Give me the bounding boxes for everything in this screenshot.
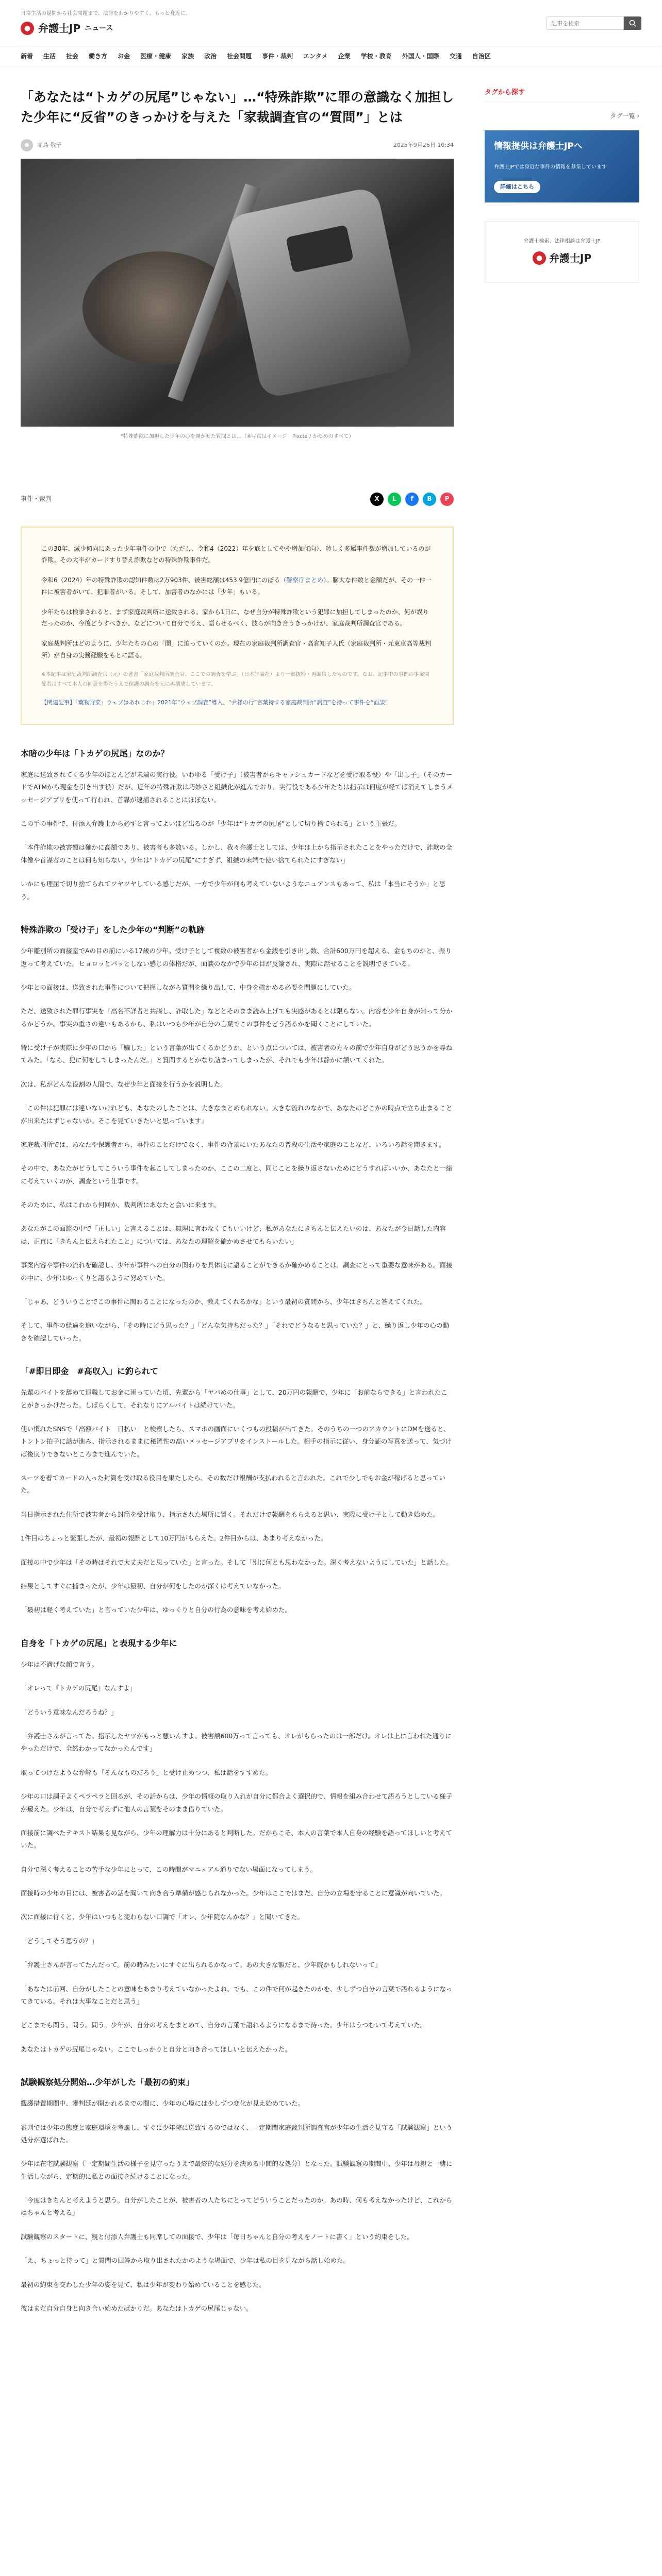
article-paragraph: あなたはトカゲの尻尾じゃない。ここでしっかりと自分と向き合ってほしいと伝えたかった。 (21, 2045, 291, 2053)
nav-item[interactable]: 政治 (204, 53, 217, 60)
nav-item[interactable]: お金 (118, 53, 130, 60)
nav-item[interactable]: 外国人・国際 (402, 53, 439, 60)
meta-row (21, 493, 454, 506)
article-paragraph: あなたがこの面談の中で「正しい」と言えることは、無理に言わなくてもいいけど、私があなたにきちんと伝えたいのは、あなたが今日話した内容は、正直に「きちんと伝えられたこと」については、あなたの理解を確かめさせてもらいたい」 (21, 1225, 446, 1245)
article-main (21, 88, 454, 2326)
article-paragraph: 「本件詐欺の被害額は確かに高額であり、被害者も多数いる。しかし、我々弁護士としては、少年は上から指示されたことをやっただけで、詐欺の全体像や首謀者のことは何も知らない。少年は“トカゲの尻尾”にすぎず、組織の末端で使い捨てられたにすぎない」 (21, 843, 453, 864)
logo-mark-icon: ● (21, 22, 34, 35)
banner-title: 情報提供は弁護士JPへ (494, 141, 583, 151)
article-paragraph: 「どういう意味なんだろうね？」 (21, 1708, 118, 1716)
summary-paragraph: 少年たちは検挙されると、まず家庭裁判所に送致される。家から1日に、なぜ自分が特殊詐欺という犯罪に加担してしまったのか、何が誤りだったのか、今後どうすべきか、などについて自分で考え、語らせるべく、彼らが向き合うきっかけが、家庭裁判所調査官である。 (41, 608, 429, 628)
main-nav (0, 46, 662, 67)
article-paragraph: 審判では少年の態度と家庭環境を考慮し、すぐに少年院に送致するのではなく、一定期間家庭裁判所調査官が少年の生活を見守る「試験観察」という処分が選ばれた。 (21, 2123, 453, 2144)
article-paragraph: 面接時の少年の目には、被害者の話を聞いて向き合う準備が感じられなかった。少年はここではまだ、自分の立場を守ることに意識が向いていた。 (21, 1889, 446, 1897)
pocket-share-icon[interactable]: P (440, 493, 454, 506)
article-paragraph: 少年は在宅試験観察（一定期間生活の様子を見守ったうえで最終的な処分を決める中間的な処分）となった。試験観察の期間中、少年は母親と一緒に生活しながら、定期的に私との面接を続けることになった。 (21, 2160, 453, 2180)
article-paragraph: 「じゃあ、どういうことでこの事件に関わることになったのか、教えてくれるかな」という最初の質問から、少年はきちんと答えてくれた。 (21, 1297, 427, 1306)
article-paragraph: 取ってつけたような弁解も「そんなものだろう」と受け止めつつ、私は話をすすめた。 (21, 1768, 272, 1776)
main-wrap (0, 67, 662, 2326)
nav-item[interactable]: 働き方 (89, 53, 108, 60)
nav-item[interactable]: 自治区 (472, 53, 491, 60)
nav-item[interactable]: 学校・教育 (360, 53, 392, 60)
article-paragraph: そのために、私はこれから何回か、裁判所にあなたと会いに来ます。 (21, 1201, 220, 1209)
article-paragraph: その中で、あなたがどうしてこういう事件を起こしてしまったのか、ここの二度と、同じことを繰り返さないためにどうすればいいか、あなたと一緒に考えていくのが、調査という仕事です。 (21, 1164, 453, 1185)
banner-button: 詳細はこちら (494, 181, 540, 193)
article-paragraph: 「あなたは前回、自分がしたことの意味をあまり考えていなかったよね。でも、この件で何が起きたのかを、少しずつ自分の言葉で語れるようになってきている。それは大事なことだと思う」 (21, 1985, 453, 2005)
section-heading: 特殊詐欺の「受け子」をした少年の“判断”の軌跡 (21, 924, 205, 935)
article-paragraph: 家庭裁判所では、あなたや保護者から、事件のことだけでなく、事件の背景にいたあなたの普段の生活や家庭のことなど、いろいろ話を聞きます。 (21, 1140, 445, 1148)
facebook-share-icon[interactable]: f (405, 493, 419, 506)
nav-item[interactable]: 社会 (66, 53, 79, 60)
hatena-share-icon[interactable]: B (423, 493, 436, 506)
article-paragraph: 自分で深く考えることの苦手な少年にとって、この時間がマニュアル通りでない場面になってしまう。 (21, 1865, 317, 1873)
author[interactable] (21, 139, 62, 151)
article-paragraph: 家庭に送致されてくる少年のほとんどが未端の実行役。いわゆる「受け子」（被害者からキャッシュカードなどを受け取る役）や「出し子」（そのカードでATMから現金を引き出す役）だが、近年の特殊詐欺は巧妙さと組織化が進んでおり、実行役である少年たちは指示は何度が経てば消えてしまうメッセージアプリを使って行われ、首謀が逮捕されることはほぼない。 (21, 770, 453, 804)
tag-list (485, 102, 639, 130)
article-paragraph: 彼はまだ自分自身と向き合い始めたばかりだ。あなたはトカゲの尻尾じゃない。 (21, 2304, 253, 2312)
article-paragraph: いかにも理屈で切り捨てられてツヤツヤしている感じだが、一方で少年が何も考えていないようなニュアンスもあって、私は「本当にそうか」と思う。 (21, 880, 445, 901)
summary-note: ※本記事は家庭裁判所調査官（元）の著書「家庭裁判所調査官、ここでの調査を学ぶ」（日本評論社）より一部抜粋・再編集したものです。なお、記事中の事例の事案関係者はすべて本人の同意を得たうえで保護の調査を元に再構成しています。 (41, 671, 429, 687)
logo-sub: ニュース (85, 24, 113, 32)
article-paragraph: 先輩のバイトを辞めて退職してお金に困っていた頃、先輩から「ヤバめの仕事」として、20万円の報酬で、少年に「お前ならできる」と言われたことがきっかけだった。しばらくして、それなりにアルバイトは続けていた。 (21, 1388, 448, 1409)
nav-item[interactable]: 家族 (181, 53, 194, 60)
summary-box (21, 527, 454, 725)
section-heading: 本暗の少年は「トカゲの尻尾」なのか？ (21, 748, 169, 758)
avatar: ● (21, 139, 33, 151)
author-name: 高島 敬子 (37, 141, 62, 148)
article-paragraph: スーツを着てカードの入った封筒を受け取る役目を果たしたら、その数だけ報酬が支払われると言われた。これで少しでもお金が稼げると思っていた。 (21, 1474, 445, 1495)
article-paragraph: 「弁護士さんが言ってたんだって。前の時みたいにすぐに出られるかなって。あの大きな額だと、少年院かもしれないって」 (21, 1961, 382, 1969)
article-paragraph: この手の事件で、付添人弁護士から必ずと言ってよいほど出るのが「少年は“トカゲの尻尾”として切り捨てられる」という主張だ。 (21, 820, 401, 828)
ad-banner[interactable] (485, 221, 639, 283)
site-logo[interactable] (21, 20, 191, 37)
article-paragraph: 当日指示された住所で被害者から封筒を受け取り、指示された場所に置く。それだけで報酬をもらえると思い、実際に受け子として動き始めた。 (21, 1510, 440, 1518)
summary-paragraph: 令和6（2024）年の特殊詐欺の認知件数は2万903件、被害総額は453.9億円にのぼる（警察庁まとめ）。膨大な件数と金額だが、その一件一件に被害者がいて、犯罪者がいる。そして、加害者のなかには「少年」もいる。 (41, 577, 432, 596)
article-paragraph: 「オレって『トカゲの尻尾』なんすよ」 (21, 1684, 137, 1692)
article-body (21, 745, 454, 2315)
article-title: 「あなたは“トカゲの尻尾”じゃない」…“特殊詐欺”に罪の意識なく加担した少年に“反省”のきっかけを与えた「家裁調査官の“質問”」とは (21, 90, 454, 125)
article-paragraph: 結果としてすぐに捕まったが、少年は最初、自分が何をしたのか深くは考えていなかった。 (21, 1582, 285, 1590)
tag-list-link[interactable]: タグ一覧 › (610, 112, 639, 120)
article-paragraph: 「え、ちょっと待って」と質問の回答から取り出されたかのような場面で、少年は私の目を見ながら話し始めた。 (21, 2257, 350, 2265)
sidebar-title: タグから探す (485, 88, 639, 102)
site-tagline: 日常生活の疑問から社会問題まで、法律をわかりやすく。もっと身近に。 (21, 11, 191, 16)
summary-link[interactable]: （警察庁まとめ） (280, 577, 327, 584)
article-paragraph: 次は、私がどんな役割の人間で、なぜ少年と面接を行うかを説明した。 (21, 1080, 227, 1088)
ad-logo: ● 弁護士JP (533, 250, 591, 266)
article-paragraph: どこまでも問う。問う。問う。少年が、自分の考えをまとめて、自分の言葉で語れるようになるまで待った。少年はうつむいて考えていた。 (21, 2021, 427, 2029)
article-paragraph: 事案内容や事件の流れを確認し、少年が事件への自分の関わりを具体的に語ることができるか確かめることは、調査にとって重要な意味がある。面接の中に、少年はゆっくりと語るように努めていた。 (21, 1261, 453, 1282)
article-paragraph: 少年の口は調子よくペラペラと回るが、その話からは、少年の情報の取り入れが自分に都合よく選択的で、情報を組み合わせて語ろうとしている様子が窺えた。少年は、自分で考えずに他人の言葉をそのまま借りていた。 (21, 1792, 453, 1813)
article-paragraph: 使い慣れたSNSで「高額バイト 日払い」と検索したら、スマホの画面にいくつもの投稿が出てきた。そのうちの一つのアカウントにDMを送ると、トントン拍子に話が進み、指示されるままに秘匿性の高いメッセージアプリをインストールした。相手の指示に従い、身分証の写真を送って、気づけば後戻りできないところまで進んでいた。 (21, 1425, 452, 1458)
related-link[interactable]: 2021年“ウェブ調査”導入、“尹様の行”言葉持する家庭裁判所“調査”を持って事件を“面談” (157, 699, 388, 706)
banner-subtitle: 弁護士JPでは身近な事件の情報を募集しています (494, 164, 607, 170)
nav-item[interactable]: 企業 (338, 53, 351, 60)
search-box (547, 16, 641, 30)
article-paragraph: 少年との面接は、送致された事件について把握しながら質問を繰り出して、中身を確かめる必要を問題にしていた。 (21, 983, 356, 991)
article-paragraph: 1件目はちょっと緊張したが、最初の報酬として10万円がもらえた。2件目からは、あまり考えなかった。 (21, 1534, 327, 1543)
line-share-icon[interactable]: L (388, 493, 401, 506)
nav-item[interactable]: 生活 (43, 53, 56, 60)
section-heading: 「#即日即金 #高収入」に釣られて (21, 1366, 158, 1377)
related-links: 【関連記事】「葉物野菜」ウェブはあれこれ」2021年“ウェブ調査”導入、“尹様の行”言葉持する家庭裁判所“調査”を持って事件を“面談” (41, 699, 388, 706)
article-paragraph: 「弁護士さんが言ってた。指示したヤツがもっと悪いんすよ。被害額600万って言っても、オレがもらったのは一部だけ。オレは上に言われた通りにやっただけで、全然わかってなかったんです」 (21, 1732, 452, 1753)
info-banner[interactable] (485, 130, 639, 202)
nav-item[interactable]: 交通 (449, 53, 462, 60)
share-buttons (370, 493, 454, 506)
sidebar (485, 88, 639, 2326)
summary-paragraph: 家庭裁判所はどのように、少年たちの心の「闇」に迫っていくのか。現在の家庭裁判所調査官・高倉知子人氏（家庭裁判所・元東京高等裁判所）が自身の実務経験をもとに語る。 (41, 640, 432, 659)
article-paragraph: ただ、送致された罪行事実を「高名不詳者と共謀し、詐取した」などとそのまま読み上げても実感があるとは限らない。内容を少年自身が知って分かるかどうか。事実の重さの違いもあるから、私はいつも少年が自分の言葉でこの事件をどう語るかを聞くことにしていた。 (21, 1007, 453, 1028)
logo-mark-icon: ● (533, 251, 546, 265)
byline (21, 139, 454, 151)
article-paragraph: 「今度はきちんと考えようと思う。自分がしたことが、被害者の人たちにとってどういうことだったのか。あの時、何も考えなかったけど、これからはちゃんと考える」 (21, 2196, 453, 2217)
nav-item[interactable]: 事件・裁判 (262, 53, 293, 60)
nav-item[interactable]: 新着 (21, 53, 34, 60)
search-icon (629, 20, 636, 27)
article-paragraph: 最初の約束を交わした少年の姿を見て、私は少年が変わり始めていることを感じた。 (21, 2280, 266, 2289)
nav-item[interactable]: エンタメ (303, 53, 328, 60)
article-paragraph: 「この件は犯罪には違いないけれども、あなたのしたことは、大きなまとめられない。大きな流れのなかで、あなたはどこかの時点で立ち止まることが出来たはずじゃないか。そこを見ていきたいと思っています」 (21, 1104, 453, 1125)
article-paragraph: そして、事件の経過を追いながら、「その時にどう思った？」「どんな気持ちだった？」「それでどうなると思っていた？」と、繰り返し少年の心の動きを確認していった。 (21, 1321, 450, 1342)
article-paragraph: 面接前に調べたテキスト結果も見ながら、少年の理解力は十分にあると判断した。だからこそ、本人の言葉で本人自身の経験を語ってほしいと考えていた。 (21, 1828, 453, 1850)
article-paragraph: 面接の中で少年は「その時はそれで大丈夫だと思っていた」と言った。そして「別に何とも思わなかった。深く考えないようにしていた」と話した。 (21, 1558, 453, 1566)
logo-text: 弁護士JP (38, 22, 81, 35)
article-paragraph: 少年鑑別所の面接室でAの目の前にいる17歳の少年。受け子として複数の被害者から金銭を引き出し数、合計600万円を超える、金もちのかと、振り返って考えていた。ヒョロッとパッとしない感じの体格だが、面談のなかで少年の目が反論され、実際に話せることを説明できている。 (21, 947, 452, 968)
image-caption: “特殊詐欺に加担した少年の心を開かせた質問とは…（※写真はイメージ Pixcta / かなめのすべて） (120, 433, 354, 439)
search-button[interactable] (624, 16, 641, 30)
article-paragraph: 試験観察のスタートに、親と付添人弁護士も同席しての面接で、少年は「毎日ちゃんと自分の考えをノートに書く」という約束をした。 (21, 2232, 413, 2241)
publish-date: 2025年9月26日 10:34 (393, 141, 454, 148)
article-paragraph: 「どうしてそう思うの？」 (21, 1937, 98, 1945)
article-paragraph: 少年は不満げな顔で言う。 (21, 1660, 98, 1668)
hero-image (21, 159, 454, 427)
nav-item[interactable]: 医療・健康 (140, 53, 172, 60)
section-heading: 自身を「トカゲの尻尾」と表現する少年に (21, 1638, 177, 1648)
search-input[interactable] (547, 16, 624, 30)
x-share-icon[interactable]: X (370, 493, 384, 506)
summary-paragraph: この30年、減少傾向にあった少年事件の中で（ただし、令和4（2022）年を底としてやや増加傾向）、珍しく多属事件数が増加しているのが詐欺。その大半がカードすり替え詐欺などの特殊詐欺事件だ。 (41, 545, 431, 564)
article-paragraph: 次に面接に行くと、少年はいつもと変わらない口調で「オレ、少年院なんかな？」と聞いてきた。 (21, 1913, 304, 1921)
site-header (0, 0, 662, 46)
article-paragraph: 特に受け子が実際に少年の口から「騙した」という言葉が出てくるかどうか、という点については、被害者の方々の前で少年自身がどう思うかを尋ねてみた。「なら、犯に何をしてしまったんだ。」と質問するとかなり詰まってしまったが、それでも少年は静かに頷いてくれた。 (21, 1044, 453, 1064)
section-heading: 試験観察処分開始…少年がした「最初の約束」 (21, 2077, 194, 2088)
nav-item[interactable]: 社会問題 (227, 53, 252, 60)
category-link[interactable]: 事件・裁判 (21, 495, 52, 502)
logo-wrap (21, 10, 191, 37)
ad-subtitle: 弁護士検索、法律相談は弁護士JP (523, 238, 601, 244)
article-paragraph: 「最初は軽く考えていた」と言っていた少年は、ゆっくりと自分の行為の意味を考え始めた。 (21, 1606, 291, 1614)
article-paragraph: 観護措置期間中、審判廷が開かれるまでの間に、少年の心境には少しずつ変化が見え始めていた。 (21, 2099, 305, 2108)
